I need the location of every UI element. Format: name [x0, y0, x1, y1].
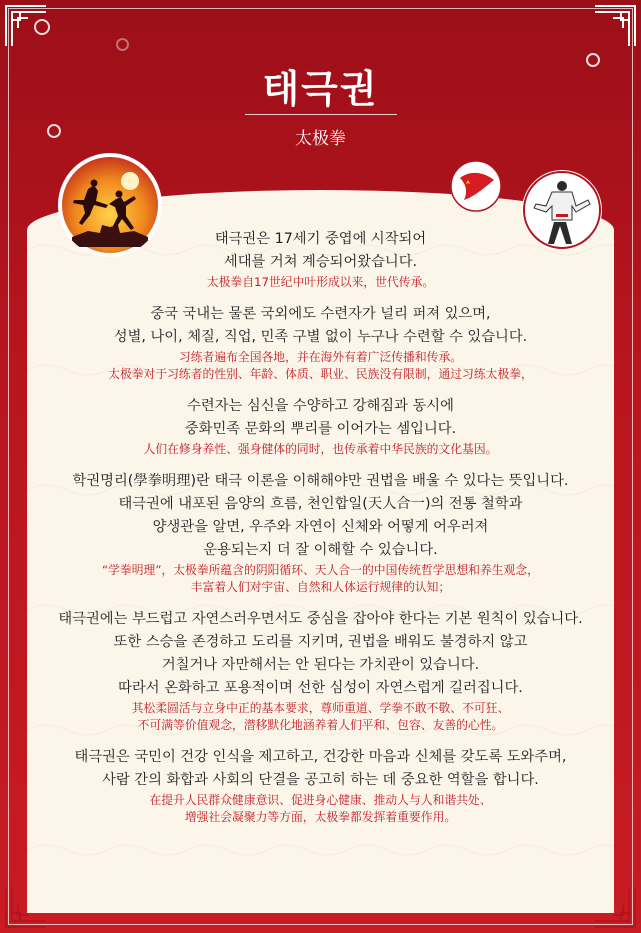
korean-line: 따라서 온화하고 포용적이며 선한 심성이 자연스럽게 길러집니다. — [118, 680, 523, 696]
korean-line: 태극권에는 부드럽고 자연스러우면서도 중심을 잡아야 한다는 기본 원칙이 있습니다. — [58, 611, 583, 627]
korean-line: 거칠거나 자만해서는 안 된다는 가치관이 있습니다. — [161, 657, 480, 673]
paragraph — [27, 470, 614, 596]
korean-line: 수련자는 심신을 수양하고 강해짐과 동시에 — [187, 398, 454, 414]
corner-ornament-icon — [4, 885, 48, 929]
chinese-line: 其松柔圆活与立身中正的基本要求，尊师重道、学拳不敢不敬、不可狂、 — [131, 701, 510, 715]
circle-deco-icon — [116, 38, 129, 51]
page-subtitle: 太极拳 — [295, 129, 346, 149]
page-title: 태극권 — [262, 67, 379, 111]
paragraph — [27, 395, 614, 458]
chinese-line: “学拳明理”，太极拳所蕴含的阴阳循环、天人合一的中国传统哲学思想和养生观念， — [102, 563, 539, 577]
korean-line: 양생관을 알면, 우주와 자연이 신체와 어떻게 어우러져 — [152, 519, 489, 535]
korean-line: 태극권은 17세기 중엽에 시작되어 — [214, 231, 427, 247]
chinese-line: 不可满等价值观念，潜移默化地涵养着人们平和、包容、友善的心性。 — [137, 718, 504, 732]
korean-line: 세대를 거쳐 계승되어왔습니다. — [223, 254, 418, 270]
body-text — [27, 228, 614, 838]
korean-line: 학권명리(學拳明理)란 태극 이론을 이해해야만 권법을 배울 수 있다는 뜻입니다. — [72, 473, 569, 489]
chinese-line: 习练者遍布全国各地，并在海外有着广泛传播和传承。 — [178, 350, 463, 364]
chinese-line: 人们在修身养性、强身健体的同时，也传承着中华民族的文化基因。 — [143, 442, 498, 456]
chinese-line: 增强社会凝聚力等方面，太极拳都发挥着重要作用。 — [184, 810, 457, 824]
chinese-line: 太极拳自17世纪中叶形成以来，世代传承。 — [206, 275, 435, 289]
kungfu-silhouette-icon — [58, 153, 162, 257]
chinese-flag-ribbon-icon — [450, 160, 502, 212]
korean-line: 중화민족 문화의 뿌리를 이어가는 셈입니다. — [184, 421, 457, 437]
corner-ornament-icon — [593, 885, 637, 929]
korean-line: 또한 스승을 존경하고 도리를 지키며, 권법을 배워도 불경하지 않고 — [113, 634, 528, 650]
korean-line: 태극권은 국민이 건강 인식을 제고하고, 건강한 마음과 신체를 갖도록 도와주며, — [74, 749, 567, 765]
paragraph — [27, 746, 614, 826]
chinese-line: 太极拳对于习练者的性别、年龄、体质、职业、民族没有限制，通过习练太极拳， — [108, 367, 533, 381]
corner-ornament-icon — [593, 4, 637, 48]
content-panel — [27, 190, 614, 913]
korean-line: 사람 간의 화합과 사회의 단결을 공고히 하는 데 중요한 역할을 합니다. — [102, 772, 539, 788]
circle-deco-icon — [34, 19, 50, 35]
paragraph — [27, 303, 614, 383]
korean-line: 중국 국내는 물론 국외에도 수련자가 널리 퍼져 있으며, — [150, 306, 491, 322]
paragraph — [27, 608, 614, 734]
chinese-line: 在提升人民群众健康意识、促进身心健康、推动人与人和谐共处、 — [149, 793, 492, 807]
taichi-figure-icon — [522, 170, 602, 250]
title-divider — [245, 114, 397, 115]
chinese-line: 丰富着人们对宇宙、自然和人体运行规律的认知； — [190, 580, 451, 594]
korean-line: 성별, 나이, 체질, 직업, 민족 구별 없이 누구나 수련할 수 있습니다. — [113, 329, 528, 345]
korean-line: 태극권에 내포된 음양의 흐름, 천인합일(天人合一)의 전통 철학과 — [118, 496, 523, 512]
korean-line: 운용되는지 더 잘 이해할 수 있습니다. — [203, 542, 438, 558]
